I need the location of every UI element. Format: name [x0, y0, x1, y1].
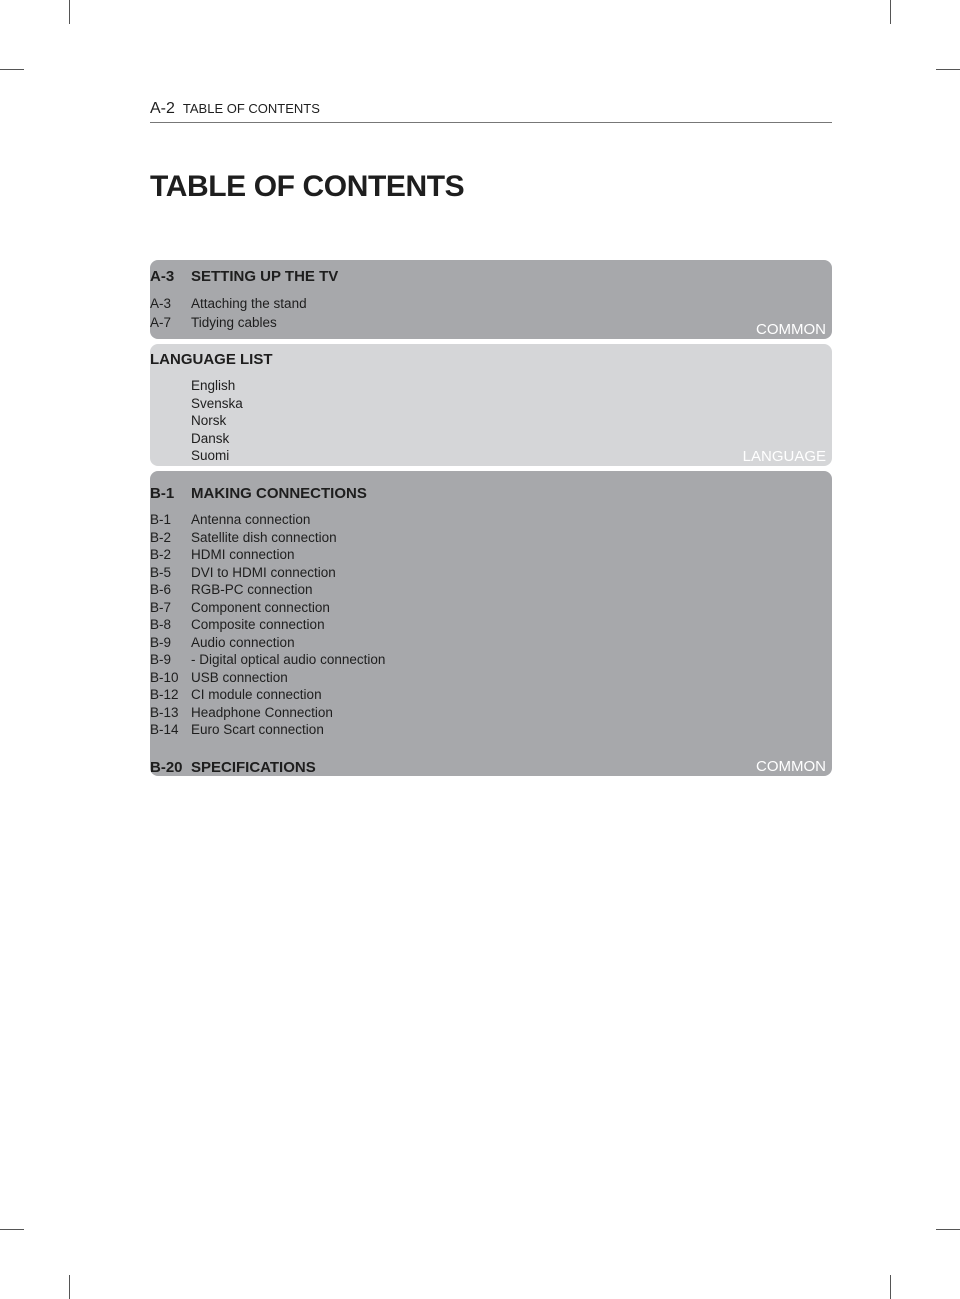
toc-entry-text: - Digital optical audio connection [191, 652, 386, 667]
crop-mark [936, 69, 960, 70]
toc-entry-text: HDMI connection [191, 547, 295, 562]
toc-heading-language-list[interactable] [150, 351, 273, 368]
toc-page-number: B-2 [150, 530, 172, 545]
toc-page-number: B-8 [150, 617, 172, 632]
toc-page-number: B-5 [150, 565, 172, 580]
running-header [150, 100, 832, 123]
toc-page-number: B-6 [150, 582, 172, 597]
toc-heading-text: SETTING UP THE TV [191, 268, 339, 285]
toc-entry-text: Svenska [191, 396, 243, 411]
toc-page-number: A-3 [150, 296, 172, 311]
language-tag: LANGUAGE [742, 448, 826, 465]
toc-page-number: B-1 [150, 485, 175, 502]
common-tag: COMMON [756, 758, 826, 775]
toc-page-number: B-14 [150, 722, 179, 737]
crop-mark [890, 0, 891, 24]
toc-entry-text: Composite connection [191, 617, 325, 632]
toc-entry-text: Satellite dish connection [191, 530, 337, 545]
toc-page-number: B-13 [150, 705, 179, 720]
toc-entry-text: Antenna connection [191, 512, 311, 527]
toc-page-number: A-3 [150, 268, 175, 285]
crop-mark [0, 1229, 24, 1230]
crop-mark [69, 1275, 70, 1299]
toc-heading-text: MAKING CONNECTIONS [191, 485, 367, 502]
toc-heading-text: LANGUAGE LIST [150, 351, 273, 368]
toc-entry-text: Tidying cables [191, 315, 277, 330]
crop-mark [69, 0, 70, 24]
toc-page-number: B-20 [150, 759, 183, 776]
toc-entry-text: CI module connection [191, 687, 322, 702]
header-section-title: TABLE OF CONTENTS [182, 101, 320, 116]
crop-mark [0, 69, 24, 70]
toc-page-number: B-12 [150, 687, 179, 702]
toc-heading-text: SPECIFICATIONS [191, 759, 316, 776]
crop-mark [936, 1229, 960, 1230]
toc-page-number: B-9 [150, 652, 172, 667]
toc-entry-text: Suomi [191, 448, 230, 463]
crop-mark [890, 1275, 891, 1299]
toc-entry-text: English [191, 378, 236, 393]
toc-entry-text: USB connection [191, 670, 288, 685]
toc-entry-text: Component connection [191, 600, 330, 615]
toc-page-number: B-1 [150, 512, 172, 527]
toc-entry-text: RGB-PC connection [191, 582, 313, 597]
toc-entry-text: Headphone Connection [191, 705, 333, 720]
toc-page-number: B-9 [150, 635, 172, 650]
toc-entry-text: Audio connection [191, 635, 295, 650]
page-title: TABLE OF CONTENTS [150, 170, 465, 203]
toc-page-number: B-7 [150, 600, 172, 615]
common-tag: COMMON [756, 321, 826, 338]
toc-entry-text: DVI to HDMI connection [191, 565, 336, 580]
toc-entry-text: Norsk [191, 413, 227, 428]
toc-page-number: A-7 [150, 315, 172, 330]
toc-entry-text: Euro Scart connection [191, 722, 324, 737]
toc-entry-text: Attaching the stand [191, 296, 307, 311]
toc-entry-text: Dansk [191, 431, 230, 446]
toc-page-number: B-10 [150, 670, 179, 685]
toc-page-number: B-2 [150, 547, 172, 562]
header-page-number: A-2 [150, 100, 175, 117]
